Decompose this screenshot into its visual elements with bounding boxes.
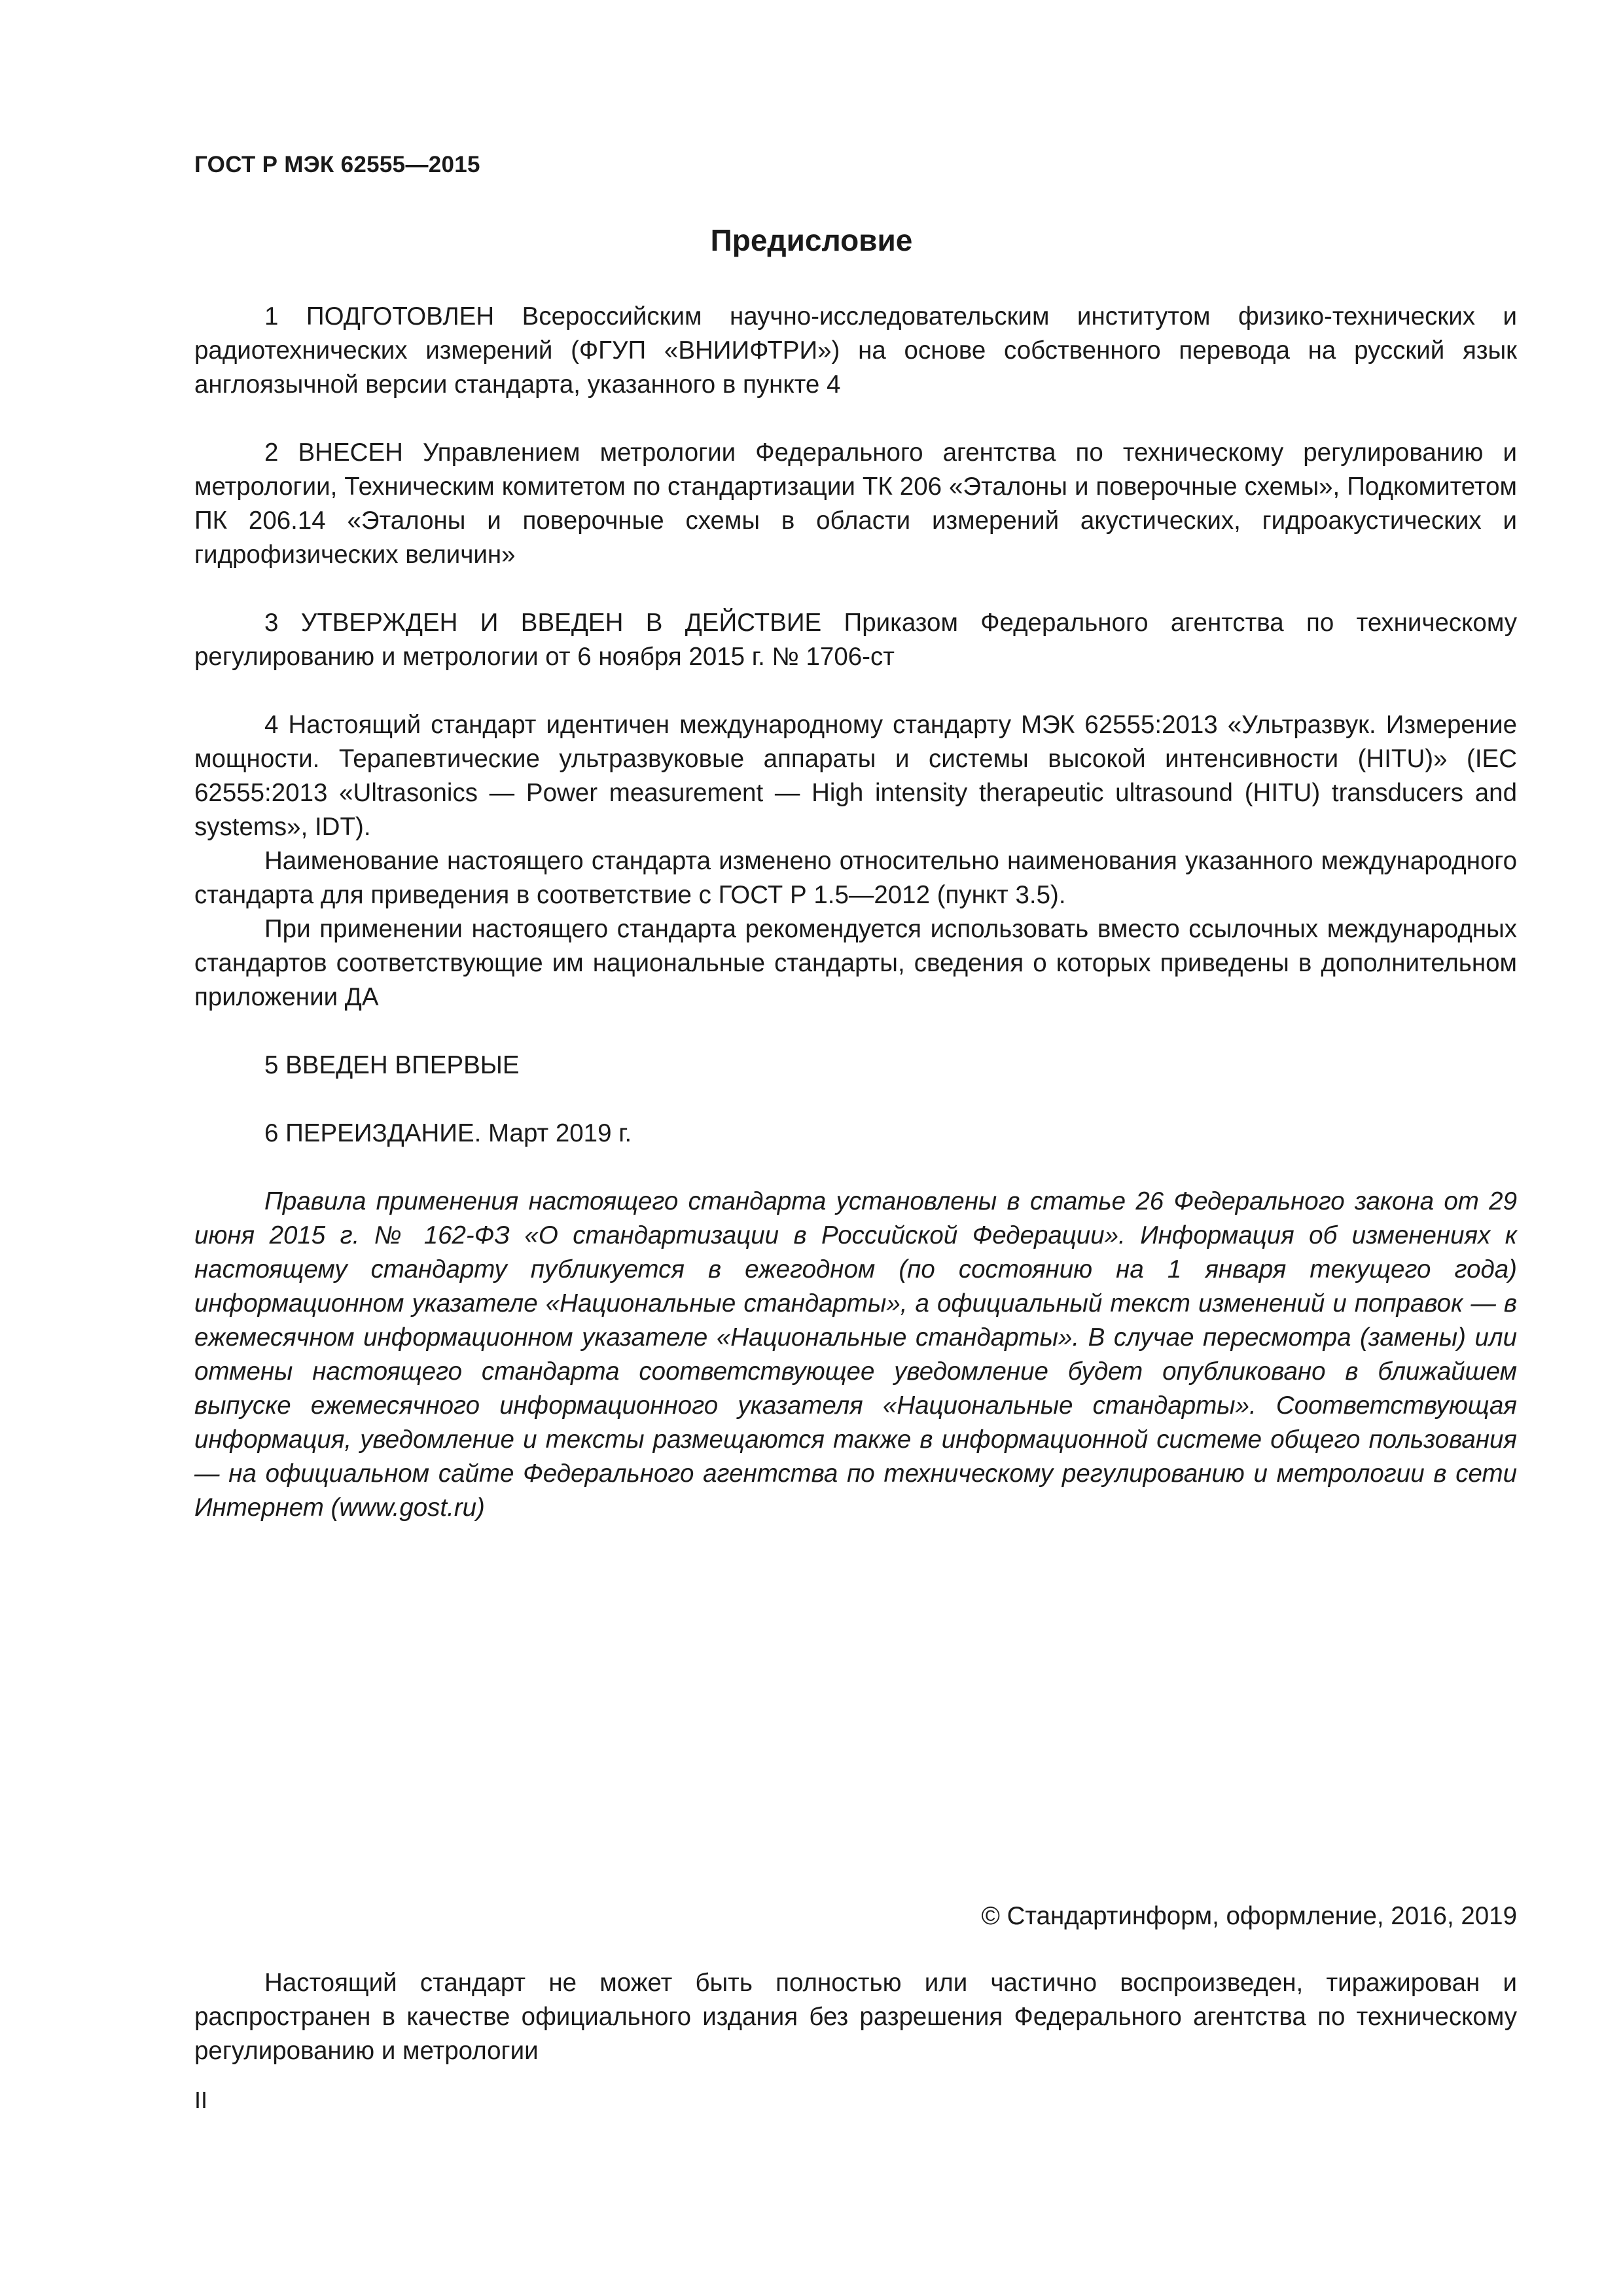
notice-text: Настоящий стандарт не может быть полностью или частично воспроизведен, тиражирован и распространен в качестве официального издания без разрешения Федерального агентства по техническому регулированию и метрологии: [194, 1969, 1517, 2065]
reproduction-notice: [194, 1966, 1517, 2068]
paragraph-first-introduced: 5 ВВЕДЕН ВПЕРВЫЕ: [264, 1051, 520, 1079]
paragraph-application-rules: Правила применения настоящего стандарта установлены в статье 26 Федерального закона от 29 июня 2015 г. № 162-ФЗ «О стандартизации в Российской Федерации». Информация об изменениях к настоящему стандарту публикуется в ежегодном (по состоянию на 1 января текущего года) информационном указателе «Национальные стандарты», а официальный текст изменений и поправок — в ежемесячном информационном указателе «Национальные стандарты». В случае пересмотра (замены) или отмены настоящего стандарта соответствующее уведомление будет опубликовано в ближайшем выпуске ежемесячного информационного указателя «Национальные стандарты». Соответствующая информация, уведомление и тексты размещаются также в информационной системе общего пользования — на официальном сайте Федерального агентства по техническому регулированию и метрологии в сети Интернет (www.gost.ru): [194, 1187, 1517, 1522]
page-number: II: [194, 2087, 208, 2113]
paragraph-approved: 3 УТВЕРЖДЕН И ВВЕДЕН В ДЕЙСТВИЕ Приказом Федерального агентства по техническому регулированию и метрологии от 6 ноября 2015 г. № 1706-ст: [194, 609, 1517, 671]
paragraph-references: При применении настоящего стандарта рекомендуется использовать вместо ссылочных международных стандартов соответствующие им национальные стандарты, сведения о которых приведены в дополнительном приложении ДА: [194, 915, 1517, 1011]
paragraph-identical-standard: 4 Настоящий стандарт идентичен международному стандарту МЭК 62555:2013 «Ультразвук. Измерение мощности. Терапевтические ультразвуковые аппараты и системы высокой интенсивности (HITU)» (IEC 62555:2013 «Ultrasonics — Power measurement — High intensity therapeutic ultrasound (HITU) transducers and systems», IDT).: [194, 711, 1517, 841]
paragraph-introduced-by: 2 ВНЕСЕН Управлением метрологии Федерального агентства по техническому регулированию и метрологии, Техническим комитетом по стандартизации ТК 206 «Эталоны и поверочные схемы», Подкомитетом ПК 206.14 «Эталоны и поверочные схемы в области измерений акустических, гидроакустических и гидрофизических величин»: [194, 439, 1517, 569]
preface-body: [194, 300, 1517, 1525]
paragraph-name-changed: Наименование настоящего стандарта изменено относительно наименования указанного международного стандарта для приведения в соответствие с ГОСТ Р 1.5—2012 (пункт 3.5).: [194, 847, 1517, 909]
paragraph-prepared-by: 1 ПОДГОТОВЛЕН Всероссийским научно-исследовательским институтом физико-технических и радиотехнических измерений (ФГУП «ВНИИФТРИ») на основе собственного перевода на русский язык англоязычной версии стандарта, указанного в пункте 4: [194, 302, 1517, 399]
paragraph-reissue: 6 ПЕРЕИЗДАНИЕ. Март 2019 г.: [264, 1119, 632, 1147]
document-code-header: ГОСТ Р МЭК 62555—2015: [194, 152, 480, 177]
copyright-line: © Стандартинформ, оформление, 2016, 2019: [981, 1902, 1517, 1930]
page-title: Предисловие: [710, 223, 913, 257]
